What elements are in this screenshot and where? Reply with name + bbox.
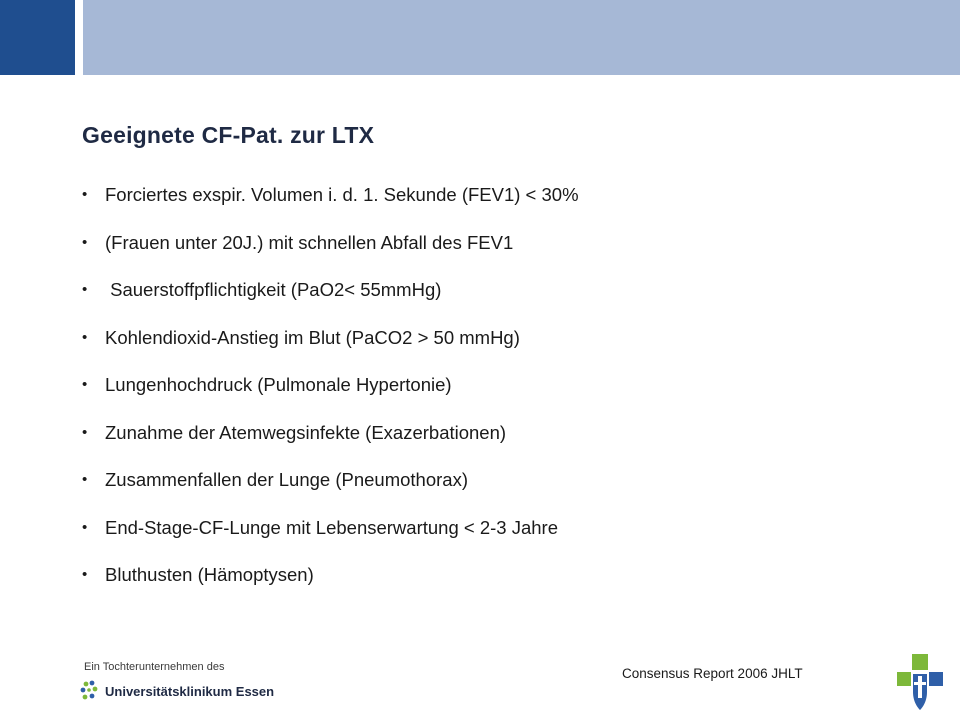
bullet-text: Zunahme der Atemwegsinfekte (Exazerbationen) xyxy=(105,421,507,443)
bullet-item xyxy=(80,275,579,323)
bullet-icon: • xyxy=(82,186,88,203)
bullet-list xyxy=(80,180,579,608)
bullet-text: Forciertes exspir. Volumen i. d. 1. Sekunde (FEV1) < 30% xyxy=(105,184,579,205)
bullet-text: Kohlendioxid-Anstieg im Blut (PaCO2 > 50 mmHg) xyxy=(105,326,520,348)
bullet-text: End-Stage-CF-Lunge mit Lebenserwartung < 2-3 Jahre xyxy=(105,516,558,538)
header-accent-block xyxy=(0,0,75,75)
affiliation-logo xyxy=(80,677,274,705)
bullet-item xyxy=(80,513,579,561)
bullet-icon: • xyxy=(82,328,88,346)
bullet-item xyxy=(80,370,579,418)
bullet-icon: • xyxy=(82,281,88,298)
bullet-text: Zusammenfallen der Lunge (Pneumothorax) xyxy=(105,469,468,490)
bullet-item xyxy=(80,323,579,371)
bullet-text: Sauerstoffpflichtigkeit (PaO2< 55mmHg) xyxy=(105,279,442,300)
university-clinic-logo-icon xyxy=(80,680,100,702)
bullet-icon: • xyxy=(82,423,88,441)
bullet-icon: • xyxy=(82,376,88,393)
bullet-icon: • xyxy=(82,566,88,583)
slide-title: Geeignete CF-Pat. zur LTX xyxy=(82,122,375,148)
bullet-item xyxy=(80,180,579,228)
bullet-item xyxy=(80,465,579,513)
header-banner xyxy=(83,0,960,75)
bullet-text: Lungenhochdruck (Pulmonale Hypertonie) xyxy=(105,374,452,395)
affiliation-label: Ein Tochterunternehmen des xyxy=(84,661,225,673)
bullet-text: (Frauen unter 20J.) mit schnellen Abfall des FEV1 xyxy=(105,231,514,253)
source-citation: Consensus Report 2006 JHLT xyxy=(622,666,803,681)
bullet-item xyxy=(80,418,579,466)
affiliation-name: Universitätsklinikum Essen xyxy=(105,683,275,699)
medical-cross-logo-icon xyxy=(895,652,945,712)
bullet-text: Bluthusten (Hämoptysen) xyxy=(105,564,314,585)
bullet-item xyxy=(80,228,579,276)
bullet-icon: • xyxy=(82,233,88,251)
bullet-icon: • xyxy=(82,471,88,488)
bullet-item xyxy=(80,560,579,608)
bullet-icon: • xyxy=(82,518,88,536)
